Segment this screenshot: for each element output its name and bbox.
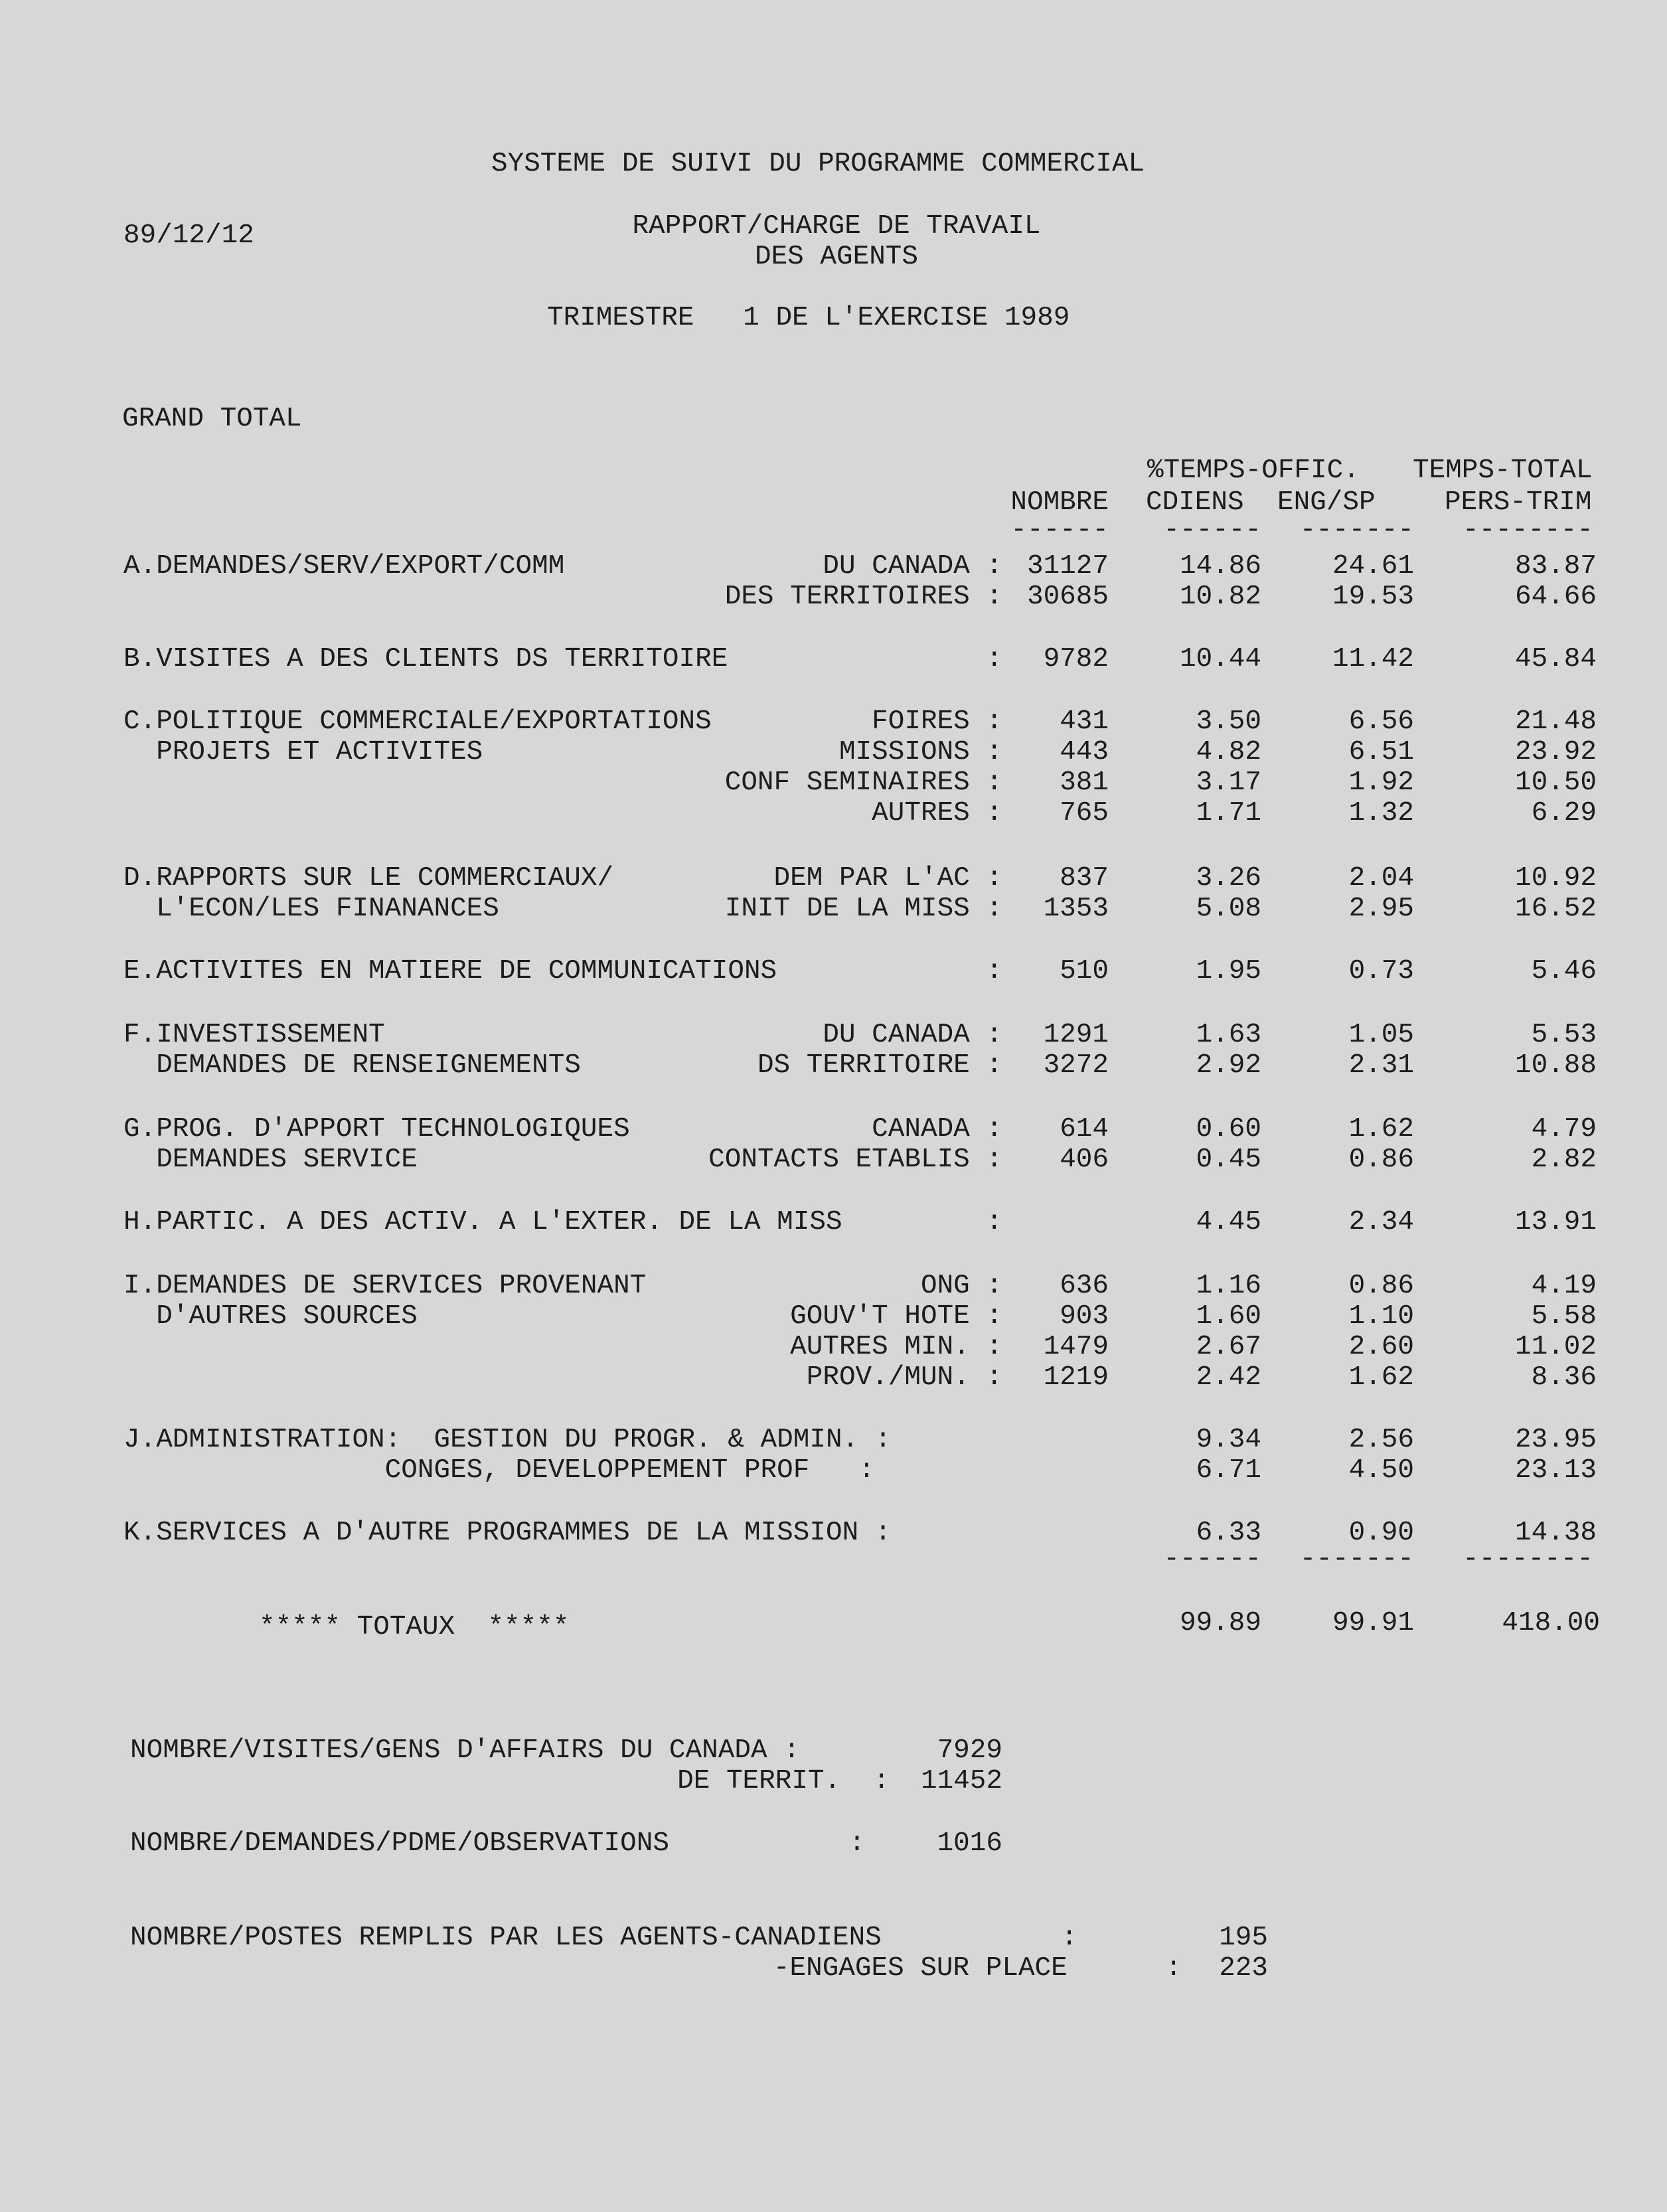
row-label: L'ECON/LES FINANANCES — [123, 894, 499, 924]
column-header-cdiens: CDIENS — [1146, 487, 1244, 518]
cell-nombre: 1219 — [1043, 1362, 1109, 1393]
row-sublabel: DU CANADA : — [823, 551, 1002, 582]
footer-stat-label: NOMBRE/VISITES/GENS D'AFFAIRS DU CANADA : — [130, 1735, 800, 1766]
row-sublabel: ONG : — [920, 1271, 1002, 1301]
column-rule: -------- — [1463, 515, 1593, 546]
cell-eng-sp: 0.73 — [1348, 956, 1414, 987]
section-heading: GRAND TOTAL — [122, 404, 302, 434]
cell-eng-sp: 4.50 — [1348, 1455, 1414, 1486]
cell-eng-sp: 0.86 — [1348, 1271, 1414, 1301]
cell-cdiens: 1.16 — [1196, 1271, 1261, 1301]
row-label: K.SERVICES A D'AUTRE PROGRAMMES DE LA MISSION : — [123, 1518, 892, 1548]
row-sublabel: DS TERRITOIRE : — [757, 1050, 1002, 1081]
cell-eng-sp: 2.60 — [1348, 1332, 1414, 1362]
cell-pers-trim: 4.19 — [1531, 1271, 1597, 1301]
cell-nombre: 406 — [1060, 1145, 1109, 1175]
cell-cdiens: 2.67 — [1196, 1332, 1261, 1362]
cell-pers-trim: 16.52 — [1514, 894, 1597, 924]
row-sublabel: : — [986, 644, 1002, 674]
cell-cdiens: 3.17 — [1196, 767, 1261, 798]
total-eng-sp: 99.91 — [1332, 1608, 1414, 1638]
row-sublabel: CONTACTS ETABLIS : — [708, 1145, 1002, 1175]
row-label: DEMANDES DE RENSEIGNEMENTS — [123, 1050, 581, 1081]
cell-nombre: 510 — [1060, 956, 1109, 987]
cell-pers-trim: 83.87 — [1514, 551, 1597, 582]
report-subtitle-2: DES AGENTS — [754, 242, 919, 272]
cell-pers-trim: 45.84 — [1514, 644, 1597, 674]
cell-eng-sp: 1.62 — [1348, 1362, 1414, 1393]
cell-pers-trim: 64.66 — [1514, 582, 1597, 612]
cell-eng-sp: 2.95 — [1348, 894, 1414, 924]
cell-pers-trim: 5.46 — [1531, 956, 1597, 987]
cell-eng-sp: 19.53 — [1332, 582, 1414, 612]
report-title: SYSTEME DE SUIVI DU PROGRAMME COMMERCIAL — [491, 149, 1145, 179]
row-label: G.PROG. D'APPORT TECHNOLOGIQUES — [123, 1114, 630, 1145]
row-label: DEMANDES SERVICE — [123, 1145, 418, 1175]
cell-eng-sp: 1.10 — [1348, 1301, 1414, 1332]
row-sublabel: PROV./MUN. : — [806, 1362, 1002, 1393]
cell-eng-sp: 24.61 — [1332, 551, 1414, 582]
report-period: TRIMESTRE 1 DE L'EXERCISE 1989 — [547, 303, 1070, 333]
cell-nombre: 9782 — [1043, 644, 1109, 674]
row-sublabel: INIT DE LA MISS : — [724, 894, 1002, 924]
totals-rule: -------- — [1463, 1544, 1593, 1575]
cell-eng-sp: 1.05 — [1348, 1020, 1414, 1050]
cell-eng-sp: 1.92 — [1348, 767, 1414, 798]
cell-pers-trim: 14.38 — [1514, 1518, 1597, 1548]
footer-stat-value: 7929 — [937, 1735, 1002, 1766]
total-pers-trim: 418.00 — [1502, 1608, 1600, 1638]
row-sublabel: CONF SEMINAIRES : — [724, 767, 1002, 798]
cell-nombre: 1479 — [1043, 1332, 1109, 1362]
cell-pers-trim: 10.88 — [1514, 1050, 1597, 1081]
footer-stat-value: 223 — [1219, 1953, 1268, 1984]
cell-cdiens: 9.34 — [1196, 1425, 1261, 1455]
cell-eng-sp: 6.56 — [1348, 706, 1414, 737]
cell-pers-trim: 21.48 — [1514, 706, 1597, 737]
column-header-eng-sp: ENG/SP — [1277, 487, 1376, 518]
cell-cdiens: 6.71 — [1196, 1455, 1261, 1486]
cell-eng-sp: 0.86 — [1348, 1145, 1414, 1175]
row-label: D'AUTRES SOURCES — [123, 1301, 418, 1332]
cell-pers-trim: 23.13 — [1514, 1455, 1597, 1486]
cell-eng-sp: 1.62 — [1348, 1114, 1414, 1145]
row-sublabel: DEM PAR L'AC : — [773, 863, 1002, 894]
cell-eng-sp: 2.31 — [1348, 1050, 1414, 1081]
totals-label: ***** TOTAUX ***** — [259, 1612, 570, 1642]
totals-rule: ------ — [1163, 1544, 1261, 1575]
column-rule: ------ — [1163, 515, 1261, 546]
row-label: CONGES, DEVELOPPEMENT PROF : — [123, 1455, 875, 1486]
row-sublabel: CANADA : — [872, 1114, 1002, 1145]
row-sublabel: : — [986, 956, 1002, 987]
row-sublabel: AUTRES : — [872, 798, 1002, 829]
cell-pers-trim: 10.50 — [1514, 767, 1597, 798]
cell-nombre: 837 — [1060, 863, 1109, 894]
footer-stat-label: NOMBRE/DEMANDES/PDME/OBSERVATIONS : — [130, 1828, 866, 1859]
row-label: D.RAPPORTS SUR LE COMMERCIAUX/ — [123, 863, 614, 894]
footer-stat-label: DE TERRIT. : — [677, 1766, 890, 1796]
cell-pers-trim: 13.91 — [1514, 1207, 1597, 1237]
row-sublabel: GOUV'T HOTE : — [790, 1301, 1002, 1332]
footer-stat-value: 195 — [1219, 1923, 1268, 1953]
column-header-pers-trim: PERS-TRIM — [1445, 487, 1592, 518]
row-label: A.DEMANDES/SERV/EXPORT/COMM — [123, 551, 565, 582]
cell-pers-trim: 5.53 — [1531, 1020, 1597, 1050]
cell-cdiens: 2.42 — [1196, 1362, 1261, 1393]
row-sublabel: DES TERRITOIRES : — [724, 582, 1002, 612]
cell-eng-sp: 2.56 — [1348, 1425, 1414, 1455]
cell-eng-sp: 6.51 — [1348, 737, 1414, 767]
column-header-temps-total: TEMPS-TOTAL — [1413, 455, 1593, 486]
cell-nombre: 903 — [1060, 1301, 1109, 1332]
row-label: I.DEMANDES DE SERVICES PROVENANT — [123, 1271, 647, 1301]
cell-pers-trim: 5.58 — [1531, 1301, 1597, 1332]
report-date: 89/12/12 — [123, 220, 254, 251]
footer-stat-label: NOMBRE/POSTES REMPLIS PAR LES AGENTS-CANADIENS : — [130, 1923, 1078, 1953]
row-label: C.POLITIQUE COMMERCIALE/EXPORTATIONS — [123, 706, 712, 737]
row-label: H.PARTIC. A DES ACTIV. A L'EXTER. DE LA MISS — [123, 1207, 842, 1237]
cell-pers-trim: 8.36 — [1531, 1362, 1597, 1393]
row-sublabel: AUTRES MIN. : — [790, 1332, 1002, 1362]
row-label: F.INVESTISSEMENT — [123, 1020, 385, 1050]
report-subtitle: RAPPORT/CHARGE DE TRAVAIL — [632, 211, 1041, 242]
cell-cdiens: 10.82 — [1179, 582, 1261, 612]
row-sublabel: DU CANADA : — [823, 1020, 1002, 1050]
footer-stat-value: 1016 — [937, 1828, 1002, 1859]
cell-cdiens: 6.33 — [1196, 1518, 1261, 1548]
cell-pers-trim: 23.95 — [1514, 1425, 1597, 1455]
footer-stat-label: -ENGAGES SUR PLACE : — [773, 1953, 1182, 1984]
cell-cdiens: 0.45 — [1196, 1145, 1261, 1175]
cell-eng-sp: 1.32 — [1348, 798, 1414, 829]
cell-nombre: 636 — [1060, 1271, 1109, 1301]
row-label: E.ACTIVITES EN MATIERE DE COMMUNICATIONS — [123, 956, 777, 987]
column-header-temps-offic: %TEMPS-OFFIC. — [1147, 455, 1360, 486]
cell-nombre: 1353 — [1043, 894, 1109, 924]
cell-nombre: 381 — [1060, 767, 1109, 798]
cell-nombre: 3272 — [1043, 1050, 1109, 1081]
cell-cdiens: 2.92 — [1196, 1050, 1261, 1081]
row-sublabel: : — [986, 1207, 1002, 1237]
cell-pers-trim: 11.02 — [1514, 1332, 1597, 1362]
cell-cdiens: 5.08 — [1196, 894, 1261, 924]
cell-nombre: 1291 — [1043, 1020, 1109, 1050]
cell-cdiens: 3.50 — [1196, 706, 1261, 737]
row-sublabel: FOIRES : — [872, 706, 1002, 737]
cell-cdiens: 10.44 — [1179, 644, 1261, 674]
column-rule: ------ — [1010, 515, 1109, 546]
cell-nombre: 431 — [1060, 706, 1109, 737]
cell-pers-trim: 23.92 — [1514, 737, 1597, 767]
row-sublabel: MISSIONS : — [838, 737, 1002, 767]
cell-pers-trim: 4.79 — [1531, 1114, 1597, 1145]
total-cdiens: 99.89 — [1179, 1608, 1261, 1638]
cell-nombre: 614 — [1060, 1114, 1109, 1145]
cell-cdiens: 3.26 — [1196, 863, 1261, 894]
cell-cdiens: 1.95 — [1196, 956, 1261, 987]
cell-eng-sp: 11.42 — [1332, 644, 1414, 674]
cell-cdiens: 1.60 — [1196, 1301, 1261, 1332]
row-label: PROJETS ET ACTIVITES — [123, 737, 483, 767]
cell-cdiens: 1.63 — [1196, 1020, 1261, 1050]
cell-pers-trim: 10.92 — [1514, 863, 1597, 894]
row-label: J.ADMINISTRATION: GESTION DU PROGR. & ADMIN. : — [123, 1425, 892, 1455]
cell-pers-trim: 6.29 — [1531, 798, 1597, 829]
totals-rule: ------- — [1299, 1544, 1414, 1575]
cell-cdiens: 4.45 — [1196, 1207, 1261, 1237]
cell-eng-sp: 2.34 — [1348, 1207, 1414, 1237]
cell-eng-sp: 0.90 — [1348, 1518, 1414, 1548]
footer-stat-value: 11452 — [920, 1766, 1002, 1796]
cell-nombre: 30685 — [1026, 582, 1109, 612]
cell-nombre: 765 — [1060, 798, 1109, 829]
column-rule: ------- — [1299, 515, 1414, 546]
cell-nombre: 31127 — [1026, 551, 1109, 582]
cell-cdiens: 1.71 — [1196, 798, 1261, 829]
cell-cdiens: 4.82 — [1196, 737, 1261, 767]
cell-eng-sp: 2.04 — [1348, 863, 1414, 894]
column-header-nombre: NOMBRE — [1010, 487, 1109, 518]
cell-cdiens: 0.60 — [1196, 1114, 1261, 1145]
cell-cdiens: 14.86 — [1179, 551, 1261, 582]
cell-nombre: 443 — [1060, 737, 1109, 767]
cell-pers-trim: 2.82 — [1531, 1145, 1597, 1175]
row-label: B.VISITES A DES CLIENTS DS TERRITOIRE — [123, 644, 728, 674]
